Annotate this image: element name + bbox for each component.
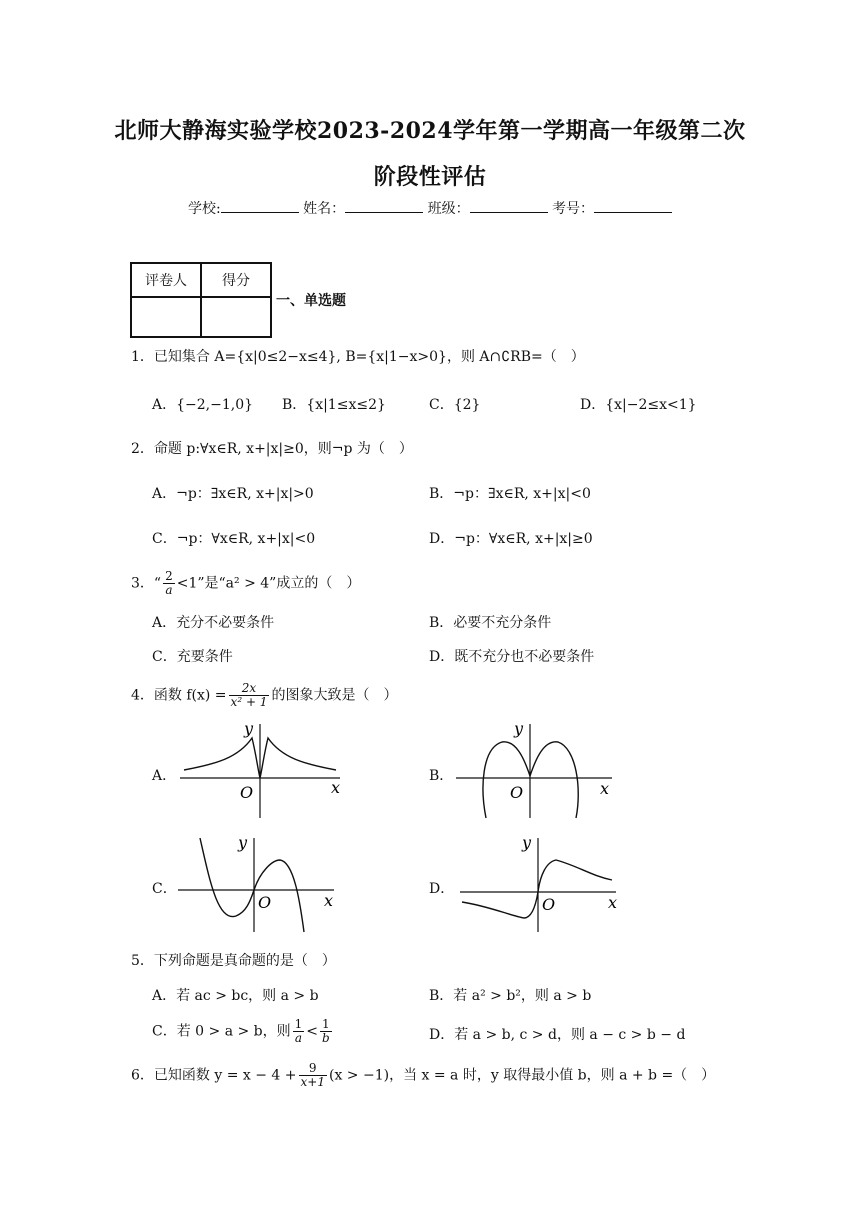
class-label: 班级： xyxy=(427,201,470,217)
q5-c-frac1-den: a xyxy=(294,1031,303,1045)
graph-a-y-label: y xyxy=(244,719,254,738)
graph-d-y-label: y xyxy=(522,833,532,852)
school-blank xyxy=(221,198,299,213)
q4-stem xyxy=(131,682,397,709)
q2-stem: 2．命题 p:∀x∈R, x+|x|≥0，则¬p 为（ ） xyxy=(131,441,413,457)
q6-stem xyxy=(131,1062,715,1089)
graph-c-x-label: x xyxy=(324,891,334,910)
id-blank xyxy=(594,198,672,213)
graph-c-y-label: y xyxy=(238,833,248,852)
q4-frac-den: x² + 1 xyxy=(230,695,268,709)
q4-graph-c xyxy=(176,832,346,936)
q4-option-d-label: D． xyxy=(429,881,455,897)
graph-c-origin: O xyxy=(258,893,272,912)
graph-a-origin: O xyxy=(240,783,254,802)
q5-option-b: B．若 a² > b²，则 a > b xyxy=(429,988,592,1004)
q3-option-a: A．充分不必要条件 xyxy=(152,615,275,631)
q2-option-c: C．¬p：∀x∈R, x+|x|<0 xyxy=(152,531,316,547)
q4-option-b-label: B． xyxy=(429,768,454,784)
q3-option-c: C．充要条件 xyxy=(152,649,233,665)
q4-frac-num: 2x xyxy=(229,682,270,696)
q2-option-d: D．¬p：∀x∈R, x+|x|≥0 xyxy=(429,531,593,547)
q1-option-a: A．{−2,−1,0} xyxy=(152,397,254,413)
q6-stem-pre: 6．已知函数 y = x − 4 + xyxy=(131,1067,297,1084)
student-info-line xyxy=(0,198,860,218)
graph-c-curve xyxy=(200,838,304,932)
q5-stem: 5．下列命题是真命题的是（ ） xyxy=(131,953,336,969)
q6-frac-den: x+1 xyxy=(300,1075,325,1089)
q3-stem-pre: 3．“ xyxy=(131,575,162,592)
q1-option-b: B．{x|1≤x≤2} xyxy=(282,397,386,413)
q4-graph-a xyxy=(176,718,346,822)
exam-title-line2: 阶段性评估 xyxy=(373,164,487,190)
class-blank xyxy=(470,198,548,213)
q6-stem-post: (x > −1)，当 x = a 时，y 取得最小值 b，则 a + b =（ ） xyxy=(328,1067,716,1084)
q3-option-d: D．既不充分也不必要条件 xyxy=(429,649,595,665)
id-label: 考号： xyxy=(552,201,595,217)
score-cell xyxy=(201,297,271,337)
graph-b-curve xyxy=(483,742,578,818)
q5-option-a: A．若 ac > bc，则 a > b xyxy=(152,988,319,1004)
name-blank xyxy=(345,198,423,213)
q3-frac-den: a xyxy=(165,583,173,597)
graph-d-curve xyxy=(462,860,612,918)
graph-b-y-label: y xyxy=(514,719,524,738)
name-label: 姓名： xyxy=(303,201,346,217)
q4-graph-d xyxy=(458,832,628,936)
q4-option-c-label: C． xyxy=(152,881,177,897)
graph-b-x-label: x xyxy=(600,779,610,798)
section-heading: 一、单选题 xyxy=(276,293,346,309)
q5-option-d: D．若 a > b, c > d，则 a − c > b − d xyxy=(429,1027,686,1043)
q5-option-c xyxy=(152,1018,334,1045)
q3-frac-num: 2 xyxy=(165,569,173,583)
q4-fraction xyxy=(229,682,270,709)
grader-cell xyxy=(131,297,201,337)
q2-option-b: B．¬p：∃x∈R, x+|x|<0 xyxy=(429,486,591,502)
q3-fraction xyxy=(163,570,175,597)
q3-stem-post: <1”是“a² > 4”成立的（ ） xyxy=(176,575,361,592)
q5-c-frac1 xyxy=(293,1018,305,1045)
q3-option-b: B．必要不充分条件 xyxy=(429,615,552,631)
q5-c-pre: C．若 0 > a > b，则 xyxy=(152,1023,291,1040)
score-header: 得分 xyxy=(201,263,271,297)
graph-b-origin: O xyxy=(510,783,524,802)
q4-option-a-label: A． xyxy=(152,768,177,784)
q2-option-a: A．¬p：∃x∈R, x+|x|>0 xyxy=(152,486,314,502)
q4-stem-pre: 4．函数 f(x) = xyxy=(131,687,227,704)
q5-c-lt: < xyxy=(306,1023,319,1040)
q4-stem-post: 的图象大致是（ ） xyxy=(271,687,398,704)
q5-c-frac2-num: 1 xyxy=(320,1018,332,1032)
q5-c-frac2-den: b xyxy=(322,1031,330,1045)
q5-c-frac2 xyxy=(320,1018,332,1045)
graph-d-origin: O xyxy=(542,895,556,914)
school-label: 学校: xyxy=(187,201,221,217)
q6-fraction xyxy=(299,1062,327,1089)
q1-stem: 1．已知集合 A={x|0≤2−x≤4}, B={x|1−x>0}，则 A∩∁RB=（ ） xyxy=(131,349,585,365)
q4-graph-b xyxy=(452,718,622,822)
q6-frac-num: 9 xyxy=(299,1062,327,1076)
graph-a-x-label: x xyxy=(331,778,341,797)
score-table xyxy=(130,262,272,338)
graph-d-x-label: x xyxy=(608,893,618,912)
q1-option-d: D．{x|−2≤x<1} xyxy=(580,397,697,413)
q1-option-c: C．{2} xyxy=(429,397,481,413)
q3-stem xyxy=(131,570,360,597)
q5-c-frac1-num: 1 xyxy=(294,1017,303,1031)
grader-header: 评卷人 xyxy=(131,263,201,297)
exam-title-line1: 北师大静海实验学校2023-2024学年第一学期高一年级第二次 xyxy=(114,118,746,144)
